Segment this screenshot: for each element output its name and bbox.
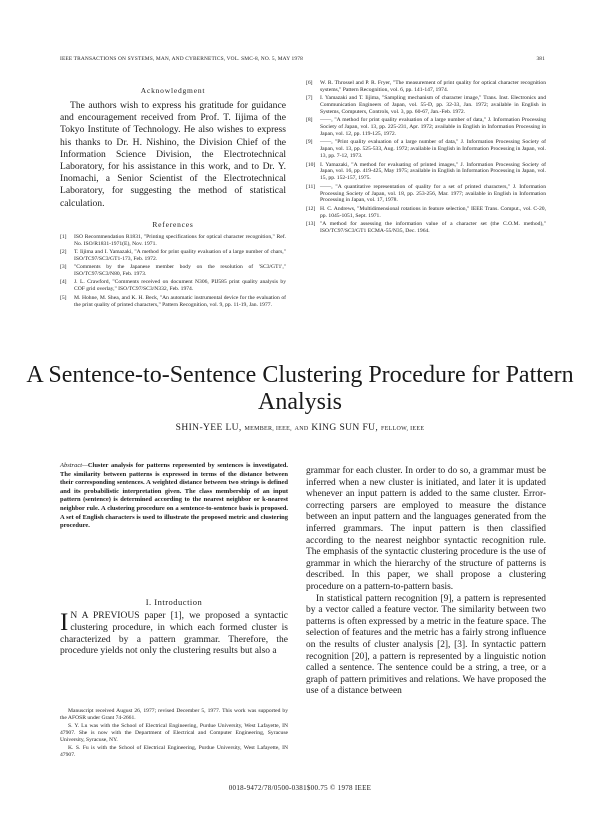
reference-text: T. Iijima and I. Yamazaki, "A method for print quality evaluation of a large number of chars," ISO/TC97/SC3/GT1-173, Feb. 1972. xyxy=(74,249,286,262)
reference-item xyxy=(306,80,546,94)
reference-number: [13] xyxy=(306,220,316,227)
reference-number: [3] xyxy=(60,264,67,271)
introduction-text xyxy=(60,611,288,658)
reference-text: I. Yamazaki and T. Iijima, "Sampling mechanism of character image," Trans. Inst. Electronics and Communication Engineers of Japan, vol. 55-D, pp. 32-33, Jan. 1972; available in English in Systems, Computers, Controls, vol. 3, pp. 60-67, Jan.-Feb. 1972. xyxy=(320,95,546,116)
references-list-left xyxy=(60,234,286,309)
reference-item xyxy=(60,279,286,293)
reference-item xyxy=(306,95,546,116)
reference-number: [11] xyxy=(306,183,316,190)
reference-item xyxy=(60,295,286,309)
reference-number: [4] xyxy=(60,279,67,286)
reference-number: [7] xyxy=(306,95,313,102)
author-affiliation: MEMBER, IEEE, xyxy=(244,426,292,432)
reference-number: [8] xyxy=(306,117,313,124)
reference-text: W. R. Throssel and P. R. Fryer, "The measurement of print quality for optical character recognition systems," Pattern Recognition, vol. 6, pp. 141-147, 1974. xyxy=(320,80,546,93)
footnote: S. Y. Lu was with the School of Electrical Engineering, Purdue University, West Lafayette, IN 47907. She is now with the Department of Electrical and Computer Engineering, Syracuse University, Syracuse, NY. xyxy=(60,722,288,744)
acknowledgment-section xyxy=(60,86,286,210)
footnote: K. S. Fu is with the School of Electrical Engineering, Purdue University, West Lafayette, IN 47907. xyxy=(60,745,288,759)
reference-number: [6] xyxy=(306,80,313,86)
reference-item xyxy=(306,162,546,183)
reference-item xyxy=(306,139,546,160)
introduction-heading: I. Introduction xyxy=(145,597,203,607)
reference-text: ——, "A quantitative representation of quality for a set of printed characters," J. Information Processing Society of Japan, vol. 18, pp. 253-256, Mar. 1977; available in English in Information Processing in Japan, vol. 17, 1978. xyxy=(320,183,546,204)
reference-text: "A method for assessing the information value of a character set (the C.O.M. method)," ISO/TC97/SC3/GT1 ECMA-55/N35, Dec. 1964. xyxy=(320,220,546,234)
introduction-body: N A PREVIOUS paper [1], we proposed a syntactic clustering procedure, in which each formed cluster is characterized by a pattern grammar. Therefore, the procedure yields not only the clustering results but also a xyxy=(60,611,288,657)
reference-text: "Comments by the Japanese member body on the resolution of 'SC3/GT1'," ISO/TC97/SC3/N80, Feb. 1973. xyxy=(74,264,286,278)
reference-item xyxy=(60,264,286,278)
reference-text: ISO Recommendation R1831, "Printing specifications for optical character recognition," Ref. No. ISO/R1831-1971(E), Nov. 1971. xyxy=(74,233,286,247)
reference-item xyxy=(60,234,286,248)
reference-item xyxy=(306,206,546,220)
header-journal: IEEE TRANSACTIONS ON SYSTEMS, MAN, AND CYBERNETICS, VOL. SMC-8, NO. 5, MAY 1978 xyxy=(60,56,303,62)
reference-text: I. Yamazaki, "A method for evaluating of printed images," J. Information Processing Society of Japan, vol. 16, pp. 419-425, May 1975; available in English in Information Processing in Japan, vol. 15, pp. 152-157, 1975. xyxy=(320,161,546,182)
abstract-text: Cluster analysis for patterns represented by sentences is investigated. The similarity between patterns is expressed in terms of the distance between their corresponding sentences. A weighted distance between two strings is defined and its probabilistic interpretation given. The class membership of an input pattern (sentence) is determined according to the nearest neighbor or k-nearest neighbor rule. A clustering procedure on a sentence-to-sentence basis is proposed. A set of English characters is used to illustrate the proposed metric and clustering procedure. xyxy=(60,462,288,530)
body-paragraph: grammar for each cluster. In order to do so, a grammar must be inferred when a new cluster is initiated, and later it is updated whenever an input pattern is added to the same cluster. Error-correcting parsers are employed to measure the distance between an input pattern and the languages generated from the inferred grammars. The input pattern is then classified according to the nearest neighbor syntactic recognition rule. The emphasis of the syntactic clustering procedure is the use of grammar in which the hierarchy of the structure of patterns is described. In this paper, we shall propose a clustering procedure on a pattern-to-pattern basis. xyxy=(306,466,546,592)
reference-number: [2] xyxy=(60,249,67,256)
author-conjunction: AND xyxy=(294,426,309,432)
reference-item xyxy=(306,117,546,138)
running-header xyxy=(60,56,545,62)
right-body-column xyxy=(306,466,546,698)
references-list-right xyxy=(306,80,546,235)
reference-number: [5] xyxy=(60,294,67,301)
abstract-label: Abstract— xyxy=(60,462,88,469)
reference-number: [9] xyxy=(306,139,313,146)
body-paragraph: In statistical pattern recognition [9], a pattern is represented by a vector called a feature vector. The similarity between two patterns is often expressed by a metric in the feature space. The selection of features and the metric has a fairly strong influence on the results of cluster analysis [2], [3]. In syntactic pattern recognition [20], a pattern is represented by a linguistic notion called a sentence. The sentence could be a string, a tree, or a graph of pattern primitives and relations. We have proposed the use of a distance between xyxy=(306,593,546,697)
reference-number: [10] xyxy=(306,161,316,168)
author-name: SHIN-YEE LU, xyxy=(175,423,242,433)
footnote: Manuscript received August 26, 1977; revised December 5, 1977. This work was supported by the AFOSR under Grant 74-2661. xyxy=(60,708,288,722)
copyright-footer: 0018-9472/78/0500-0381$00.75 © 1978 IEEE xyxy=(228,784,372,792)
acknowledgment-text: The authors wish to express his gratitude for guidance and encouragement received from Prof. T. Iijima of the Tokyo Institute of Technology. He also wishes to express his thanks to Dr. H. Nishino, the Division Chief of the Information Science Division, the Electrotechnical Laboratory, for his assistance in this work, and to Dr. Y. Inomachi, a Senior Scientist of the Electrotechnical Laboratory, for suggesting the method of statistical calculation. xyxy=(60,100,286,209)
reference-text: ——, "Print quality evaluation of a large number of data," J. Information Processing Society of Japan, vol. 13, pp. 525-533, Aug. 1972; available in English in Information Processing in Japan, vol. 13, pp. 7-12, 1973. xyxy=(320,139,546,160)
reference-number: [12] xyxy=(306,205,316,212)
reference-number: [1] xyxy=(60,233,67,240)
author-line xyxy=(0,423,600,433)
page-number: 381 xyxy=(536,56,545,62)
abstract xyxy=(60,462,288,531)
article-title: A Sentence-to-Sentence Clustering Procedure for Pattern Analysis xyxy=(26,362,574,415)
reference-text: M. Hohne, M. Shea, and K. H. Beck, "An automatic instrumental device for the evaluation of the print quality of printed characters," Pattern Recognition, vol. 9, pp. 11-19, Jan. 1977. xyxy=(74,294,286,308)
drop-cap: I xyxy=(60,609,69,636)
reference-item xyxy=(306,184,546,205)
reference-item xyxy=(60,249,286,263)
references-heading: References xyxy=(152,219,194,229)
author-affiliation: FELLOW, IEEE xyxy=(380,426,425,432)
left-top-column xyxy=(60,80,286,310)
reference-item xyxy=(306,221,546,235)
footnotes xyxy=(60,708,288,760)
reference-text: H. C. Andrews, "Multidimensional rotations in feature selection," IEEE Trans. Comput., vol. C-20, pp. 1045-1051, Sept. 1971. xyxy=(320,205,546,219)
acknowledgment-heading: Acknowledgment xyxy=(140,86,206,95)
reference-text: J. L. Crawford, "Comments received on document N306, PIJ585 print quality analysis by COF grid overlay," ISO/TC97/SC3/N332, Feb. 1974. xyxy=(74,279,286,293)
author-name: KING SUN FU, xyxy=(311,423,379,433)
right-top-column xyxy=(306,80,546,236)
reference-text: ——, "A method for print quality evaluation of a large number of data," J. Information Processing Society of Japan, vol. 13, pp. 225-231, Apr. 1972; available in English in Information Processing in Japan, vol. 12, pp. 119-125, 1972. xyxy=(320,117,546,138)
